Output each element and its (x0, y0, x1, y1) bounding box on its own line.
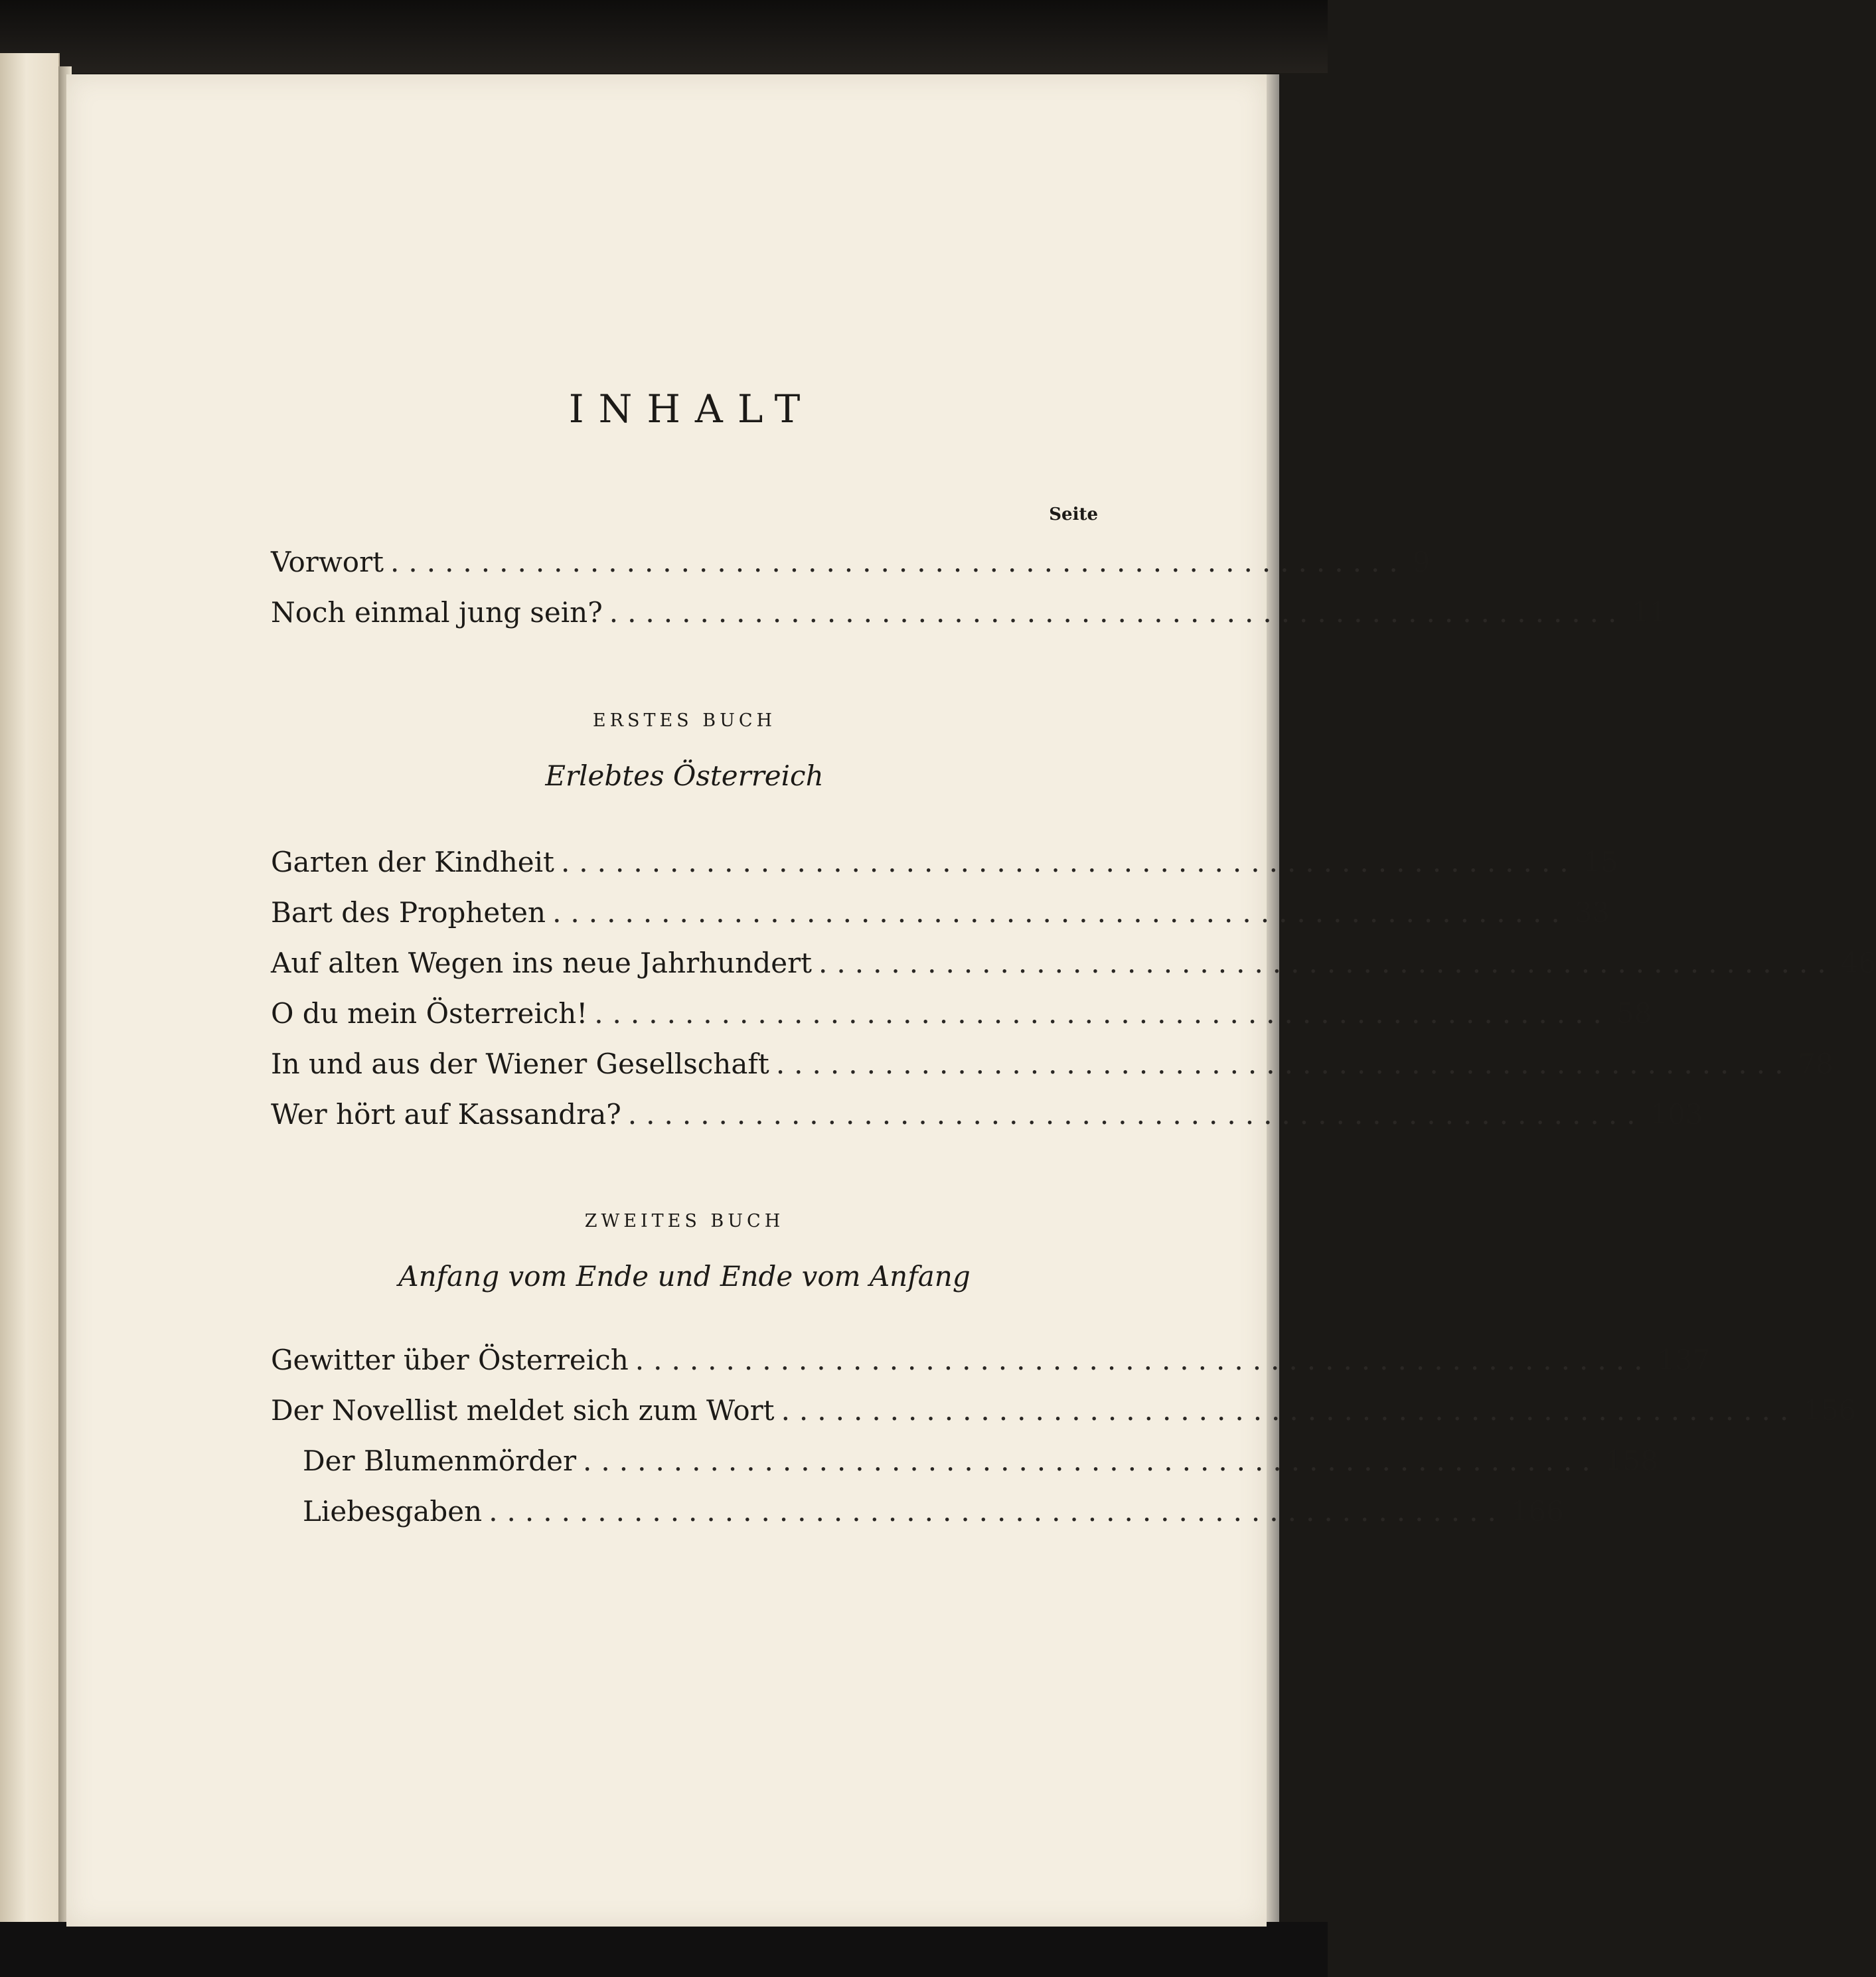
leader-dots: ........................................................ (594, 997, 1611, 1030)
toc-entry (271, 596, 1667, 636)
toc-entry-page: 46 (1840, 947, 1876, 979)
toc-entry-page: 9 (1412, 546, 1431, 578)
toc-entry-title: Der Novellist meldet sich zum Wort (271, 1394, 775, 1427)
toc-entry-page: 33 (1574, 896, 1610, 929)
toc-entry-page: 15 (1583, 846, 1619, 878)
toc-entry-page: 158 (1604, 1445, 1658, 1477)
leader-dots: ........................................................ (775, 1048, 1793, 1080)
leader-dots: ........................................................ (583, 1445, 1600, 1477)
toc-entry-title: Wer hört auf Kassandra? (271, 1098, 621, 1131)
toc-entry (271, 546, 1431, 586)
toc-entry (271, 1495, 1565, 1535)
toc-entry (271, 846, 1619, 886)
book-subtitle: Anfang vom Ende und Ende vom Anfang (398, 1260, 971, 1293)
toc-entry (271, 997, 1652, 1037)
leader-dots: ........................................................ (627, 1098, 1645, 1131)
leader-dots: ........................................................ (390, 546, 1407, 578)
leader-dots: ........................................................ (819, 947, 1836, 979)
toc-entry-page: 166 (1510, 1495, 1565, 1528)
leader-dots: ........................................................ (635, 1344, 1652, 1376)
toc-entry-title: Vorwort (271, 546, 384, 578)
toc-entry (271, 1344, 1711, 1384)
toc-entry (271, 1098, 1703, 1138)
toc-entry-title: Noch einmal jung sein? (271, 596, 603, 629)
leader-dots: ........................................................ (552, 896, 1569, 929)
book-page (66, 74, 1876, 1927)
toc-entry-page: 78 (1798, 1048, 1834, 1080)
leader-dots: ........................................................ (489, 1495, 1506, 1528)
toc-entry-page: 156 (1803, 1394, 1857, 1427)
toc-entry-page: 103 (1650, 1098, 1703, 1131)
toc-entry-page: 11 (1631, 596, 1667, 629)
toc-entry-title: O du mein Österreich! (271, 997, 588, 1030)
toc-entry (271, 1048, 1834, 1087)
toc-entry-page: 58 (1616, 997, 1652, 1030)
toc-entry-title: Garten der Kindheit (271, 846, 554, 878)
book-heading: ZWEITES BUCH (584, 1211, 785, 1231)
page-column-label: Seite (1049, 505, 1098, 524)
toc-entry-title: Liebesgaben (303, 1495, 483, 1528)
scan-background-top (0, 0, 1328, 73)
page-title: INHALT (568, 386, 815, 432)
book-subtitle: Erlebtes Österreich (545, 759, 824, 792)
leader-dots: ........................................................ (609, 596, 1626, 629)
leader-dots: ........................................................ (560, 846, 1578, 878)
toc-entry-title: In und aus der Wiener Gesellschaft (271, 1048, 769, 1080)
book-heading: ERSTES BUCH (592, 710, 777, 731)
toc-entry (271, 1445, 1658, 1484)
toc-entry-title: Auf alten Wegen ins neue Jahrhundert (271, 947, 813, 979)
toc-entry (271, 896, 1610, 936)
leader-dots: ........................................................ (781, 1394, 1798, 1427)
toc-entry-title: Der Blumenmörder (303, 1445, 577, 1477)
toc-entry-title: Gewitter über Österreich (271, 1344, 629, 1376)
toc-entry-page: 137 (1657, 1344, 1711, 1376)
table-of-contents (271, 74, 1876, 1927)
toc-entry (271, 1394, 1857, 1434)
toc-entry (271, 947, 1876, 987)
scan-background-bottom (0, 1922, 1328, 1977)
toc-entry-title: Bart des Propheten (271, 896, 546, 929)
facing-page-edge (0, 53, 60, 1932)
